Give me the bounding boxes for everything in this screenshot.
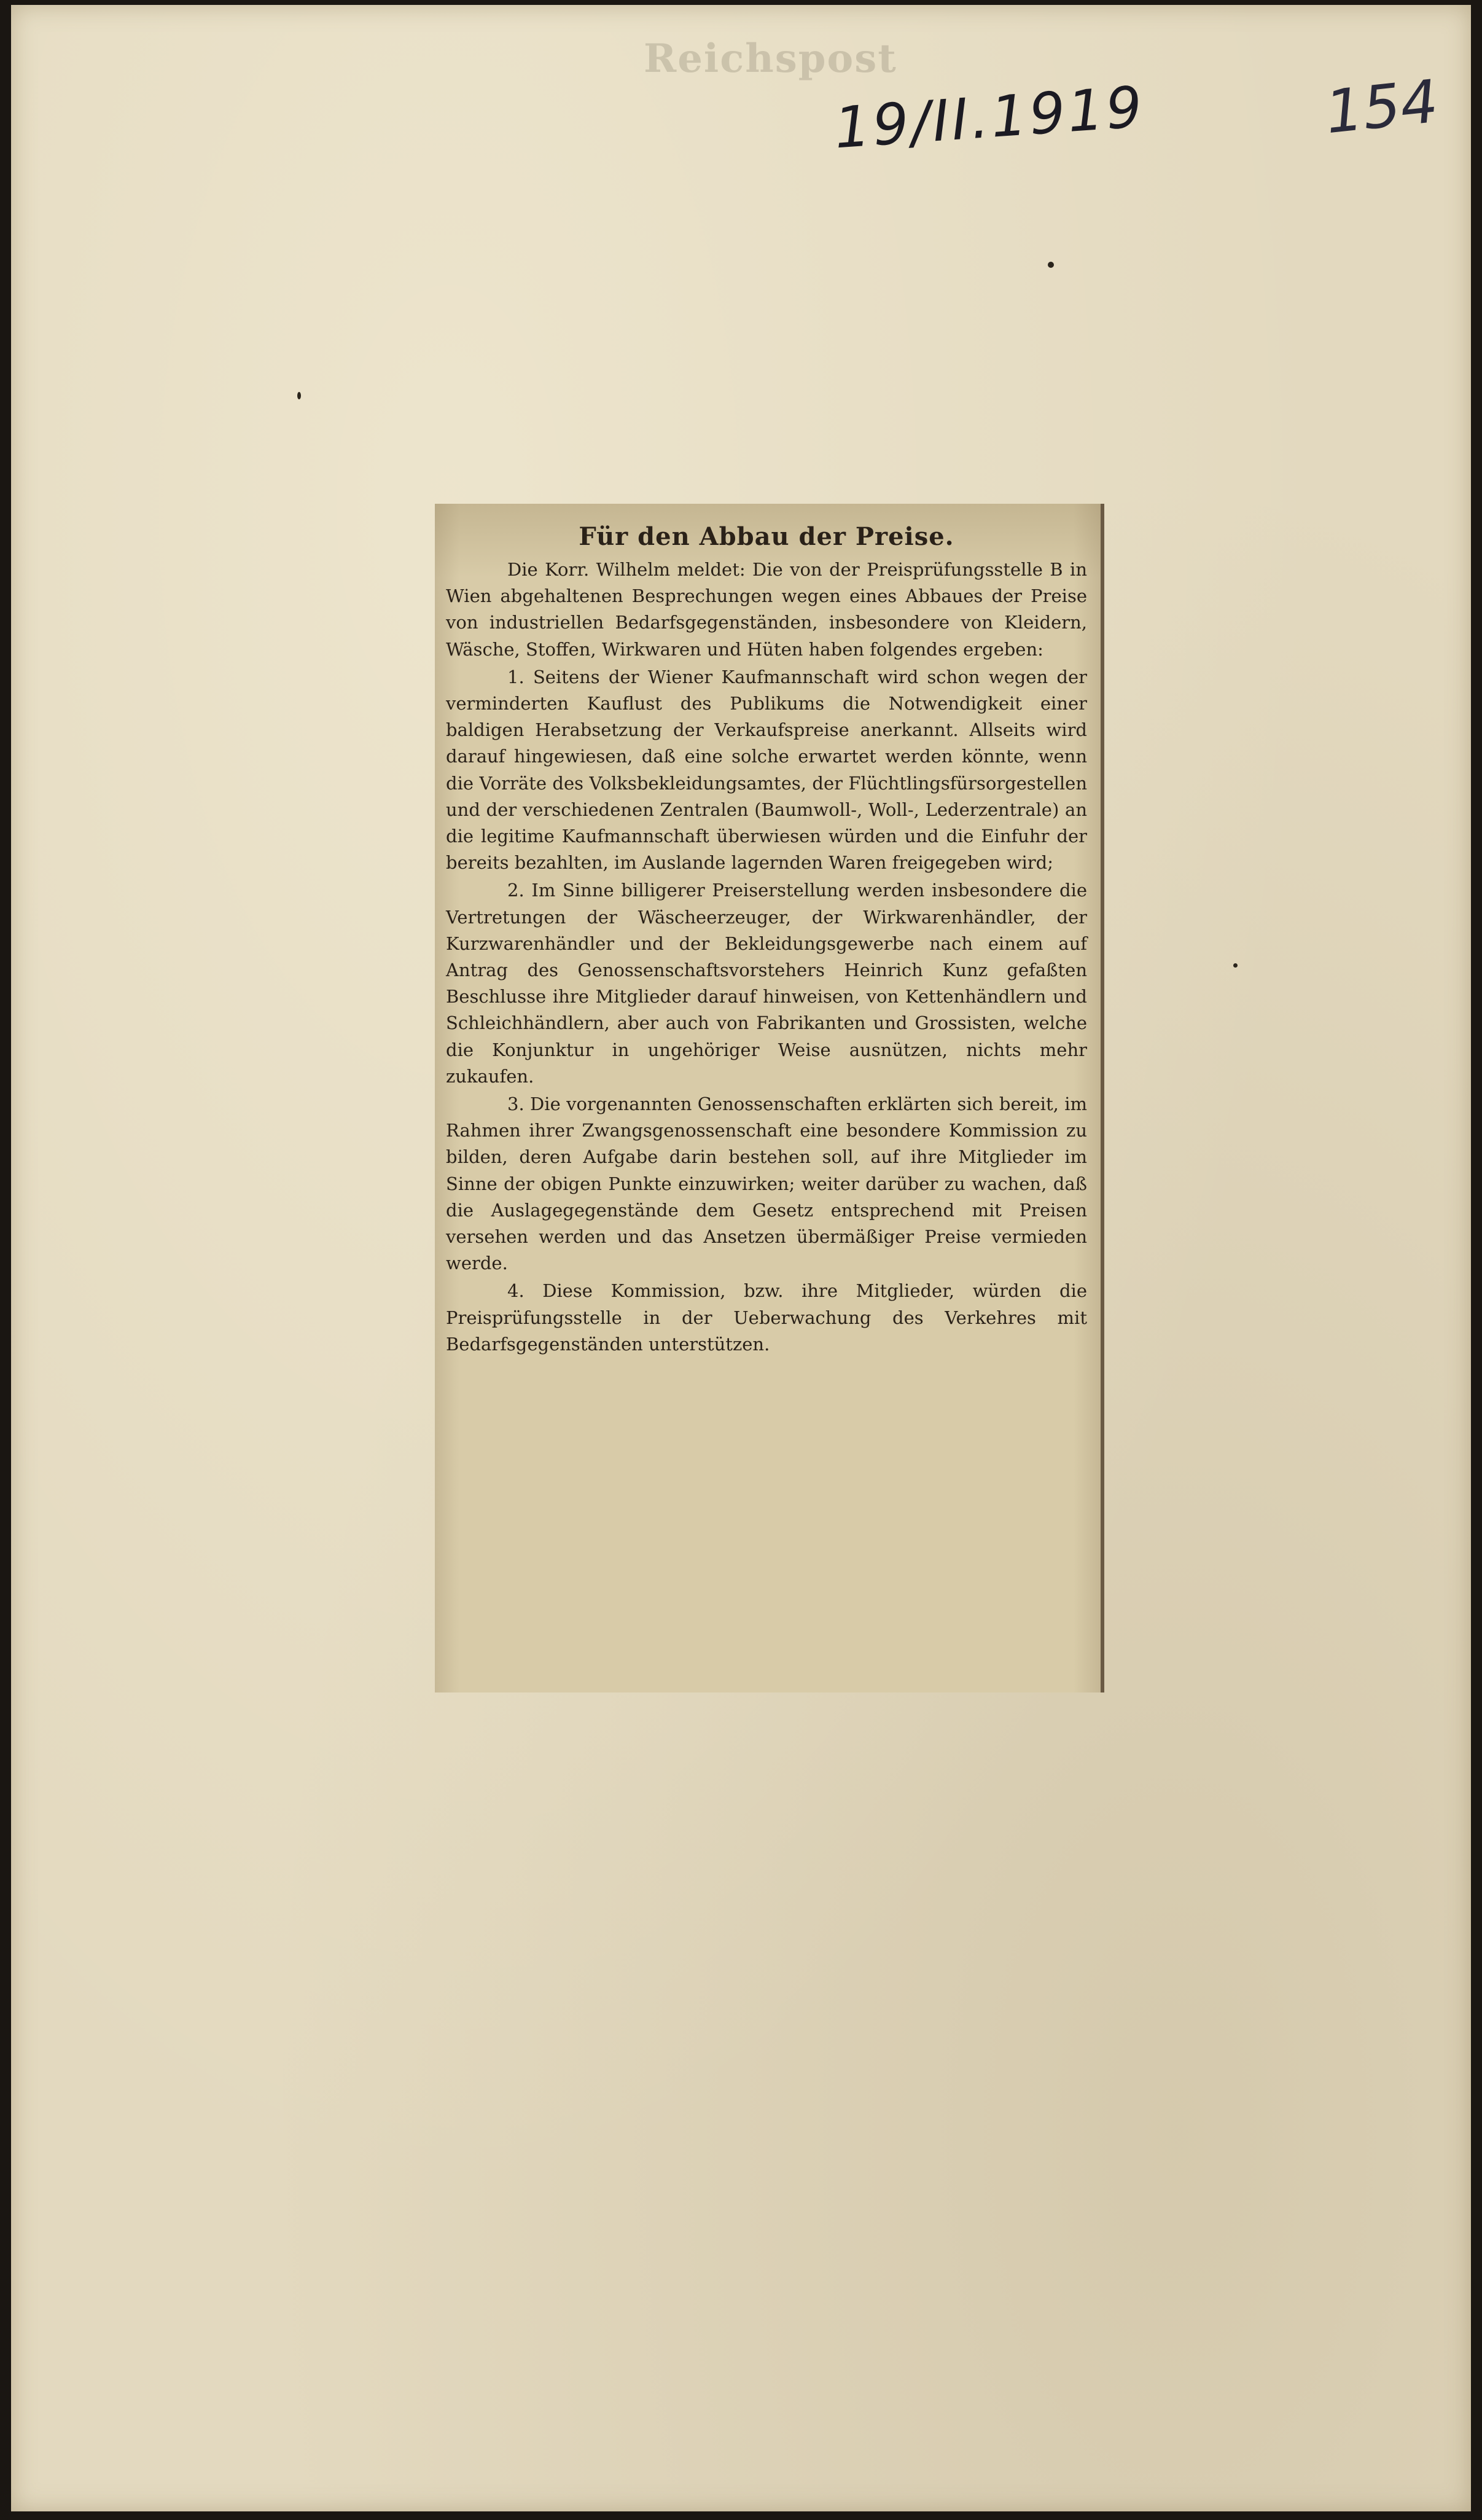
article-intro: Die Korr. Wilhelm meldet: Die von der Preisprüfungsstelle B in Wien abgehaltenen Besprechungen wegen eines Abbaues der Preise von industriellen Bedarfsgegenständen, insbesondere von Kleidern, Wäsche, Stoffen, Wirkwaren und Hüten haben folgendes ergeben: [446,559,1087,660]
article-point-2: 2. Im Sinne billigerer Preiserstellung werden insbesondere die Vertretungen der Wäscheerzeuger, der Wirkwarenhändler, der Kurzwarenhändler und der Bekleidungsgewerbe nach einem auf Antrag des Genossenschaftsvorstehers Heinrich Kunz gefaßten Beschlusse ihre Mitglieder darauf hinweisen, von Kettenhändlern und Schleichhändlern, aber auch von Fabrikanten und Grossisten, welche die Konjunktur in ungehöriger Weise ausnützen, nichts mehr zukaufen. [446,880,1087,1087]
masthead-stamp: Reichspost [644,36,897,82]
paper-speck [297,392,301,399]
paper-speck [1233,963,1238,968]
paper-speck [1048,262,1054,268]
handwritten-date: 19/II.1919 [832,74,1147,162]
article-title: Für den Abbau der Preise. [579,522,954,551]
newspaper-clipping [435,504,1104,1692]
article-point-3: 3. Die vorgenannten Genossenschaften erklärten sich bereit, im Rahmen ihrer Zwangsgenossenschaft eine besondere Kommission zu bilden, deren Aufgabe darin bestehen soll, auf ihre Mitglieder im Sinne der obigen Punkte einzuwirken; weiter darüber zu wachen, daß die Auslagegegenstände dem Gesetz entsprechend mit Preisen versehen werden und das Ansetzen übermäßiger Preise vermieden werde. [446,1094,1087,1274]
page-number: 154 [1322,66,1441,147]
article-point-4: 4. Diese Kommission, bzw. ihre Mitglieder, würden die Preisprüfungsstelle in der Ueberwachung des Verkehres mit Bedarfsgegenständen unterstützen. [446,1280,1087,1355]
article-point-1: 1. Seitens der Wiener Kaufmannschaft wird schon wegen der verminderten Kauflust des Publikums die Notwendigkeit einer baldigen Herabsetzung der Verkaufspreise anerkannt. Allseits wird darauf hingewiesen, daß eine solche erwartet werden könnte, wenn die Vorräte des Volksbekleidungsamtes, der Flüchtlingsfürsorgestellen und der verschiedenen Zentralen (Baumwoll-, Woll-, Lederzentrale) an die legitime Kaufmannschaft überwiesen würden und die Einfuhr der bereits bezahlten, im Auslande lagernden Waren freigegeben wird; [446,666,1087,874]
archive-sheet [11,5,1471,2511]
